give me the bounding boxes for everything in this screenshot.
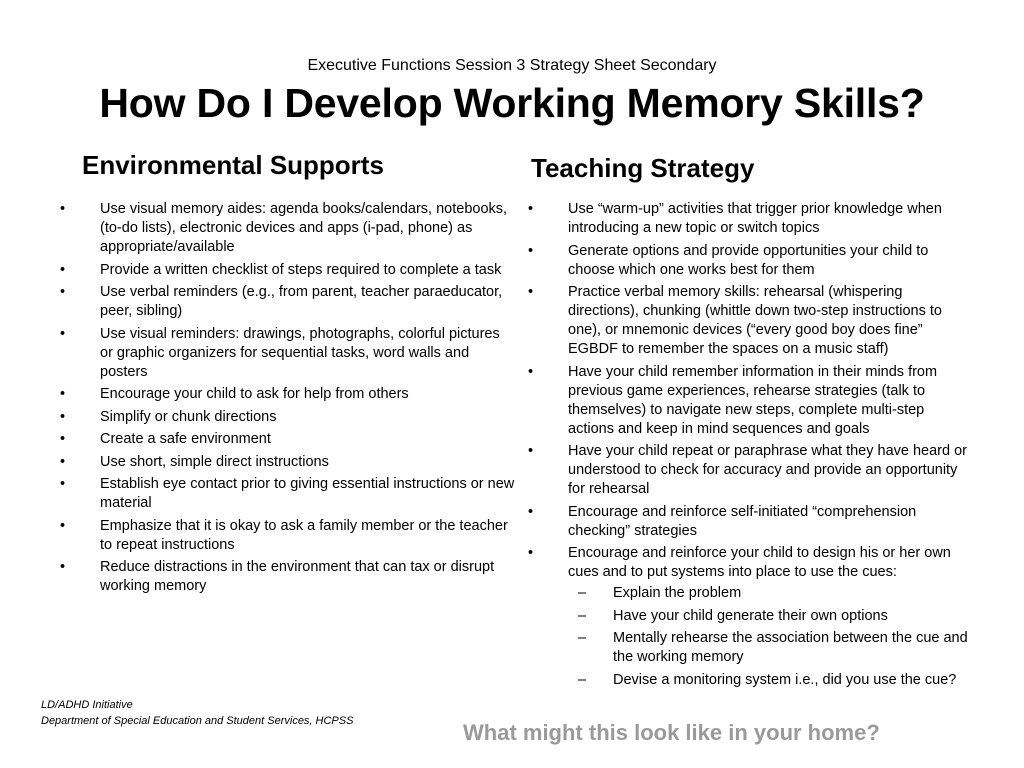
list-item-text: Use short, simple direct instructions xyxy=(100,453,329,470)
bullet-marker: • xyxy=(60,408,66,425)
list-item-text: Generate options and provide opportunities your child to choose which one works best for them xyxy=(568,242,929,278)
list-item-text: Have your child remember information in their minds from previous game experiences, rehearse strategies (talk to themselves) to navigate new steps, complete multi-step actions and keep in mind sequences and goals xyxy=(568,363,938,437)
bullet-marker: • xyxy=(60,431,66,447)
list-item xyxy=(528,442,968,499)
bullet-marker: • xyxy=(528,284,534,300)
sub-list-item xyxy=(568,629,968,667)
bullet-marker: • xyxy=(528,201,534,217)
bullet-marker: • xyxy=(528,363,534,380)
footer-line-department: Department of Special Education and Student Services, HCPSS xyxy=(41,715,354,727)
bullet-marker: • xyxy=(60,386,66,402)
list-item xyxy=(528,503,968,541)
list-item xyxy=(60,558,515,596)
sub-list-item-text: Mentally rehearse the association between the cue and the working memory xyxy=(613,630,968,665)
bullet-marker: • xyxy=(60,476,66,492)
list-item xyxy=(60,475,515,513)
list-item-text: Simplify or chunk directions xyxy=(100,408,277,425)
list-item-text: Reduce distractions in the environment that can tax or disrupt working memory xyxy=(100,559,495,594)
sub-list-item-text: Explain the problem xyxy=(613,585,742,601)
sub-list-item-text: Have your child generate their own options xyxy=(613,607,888,624)
list-item-text: Use visual reminders: drawings, photographs, colorful pictures or graphic organizers for sequential tasks, word walls and posters xyxy=(100,325,500,380)
bullet-marker: • xyxy=(60,559,66,575)
environmental-supports-list xyxy=(60,200,515,600)
dash-marker: – xyxy=(578,671,587,688)
bullet-marker: • xyxy=(60,325,66,342)
cue-steps-sublist xyxy=(568,584,968,690)
dash-marker: – xyxy=(578,585,587,601)
list-item xyxy=(528,283,968,359)
list-item-text: Provide a written checklist of steps required to complete a task xyxy=(100,261,502,278)
sub-list-item-text: Devise a monitoring system i.e., did you use the cue? xyxy=(613,671,957,688)
list-item xyxy=(528,200,968,238)
list-item xyxy=(60,200,515,257)
list-item xyxy=(60,283,515,321)
bullet-marker: • xyxy=(528,443,534,459)
teaching-strategy-list xyxy=(528,200,968,693)
bullet-marker: • xyxy=(60,453,66,470)
list-item-text: Establish eye contact prior to giving essential instructions or new material xyxy=(100,476,515,511)
environmental-supports-heading: Environmental Supports xyxy=(82,150,384,180)
list-item xyxy=(60,408,515,427)
list-item-text: Emphasize that it is okay to ask a family member or the teacher to repeat instructions xyxy=(100,517,508,553)
list-item xyxy=(60,430,515,449)
dash-marker: – xyxy=(578,607,587,624)
list-item-text: Create a safe environment xyxy=(100,431,271,447)
list-item xyxy=(528,242,968,280)
list-item xyxy=(60,385,515,404)
list-item xyxy=(528,363,968,439)
sub-list-item xyxy=(568,584,968,603)
bullet-marker: • xyxy=(60,261,66,278)
list-item-text: Use “warm-up” activities that trigger prior knowledge when introducing a new topic or switch topics xyxy=(568,201,942,236)
footer-credit xyxy=(41,697,353,729)
list-item-text: Practice verbal memory skills: rehearsal (whispering directions), chunking (whittle down two-step instructions to one), or mnemonic devices (“every good boy does fine” EGBDF to remember the spaces on a music staff) xyxy=(568,284,942,357)
bullet-marker: • xyxy=(528,545,534,561)
list-item xyxy=(60,261,515,280)
list-item-text: Encourage and reinforce your child to design his or her own cues and to put systems into place to use the cues: xyxy=(568,545,951,580)
list-item xyxy=(60,325,515,382)
bullet-marker: • xyxy=(60,201,66,217)
page-title: How Do I Develop Working Memory Skills? xyxy=(99,80,925,126)
list-item-text: Have your child repeat or paraphrase what they have heard or understood to check for accuracy and provide an opportunity for rehearsal xyxy=(568,443,967,497)
sub-list-item xyxy=(568,607,968,626)
page-subtitle: Executive Functions Session 3 Strategy Sheet Secondary xyxy=(307,57,717,74)
list-item xyxy=(60,453,515,472)
list-item-text: Encourage your child to ask for help from others xyxy=(100,386,409,402)
sub-list-item xyxy=(568,671,968,690)
list-item-text: Encourage and reinforce self-initiated “comprehension checking” strategies xyxy=(568,503,917,539)
reflection-question: What might this look like in your home? xyxy=(463,720,880,745)
bullet-marker: • xyxy=(60,284,66,300)
bullet-marker: • xyxy=(60,517,66,534)
list-item xyxy=(528,544,968,690)
bullet-marker: • xyxy=(528,503,534,520)
footer-line-initiative: LD/ADHD Initiative xyxy=(41,699,133,711)
list-item-text: Use visual memory aides: agenda books/calendars, notebooks, (to-do lists), electronic devices and apps (i-pad, phone) as appropriate/available xyxy=(100,201,508,255)
list-item-text: Use verbal reminders (e.g., from parent, teacher paraeducator, peer, sibling) xyxy=(100,284,503,319)
dash-marker: – xyxy=(578,630,587,646)
list-item xyxy=(60,517,515,555)
bullet-marker: • xyxy=(528,242,534,259)
teaching-strategy-heading: Teaching Strategy xyxy=(531,153,755,183)
